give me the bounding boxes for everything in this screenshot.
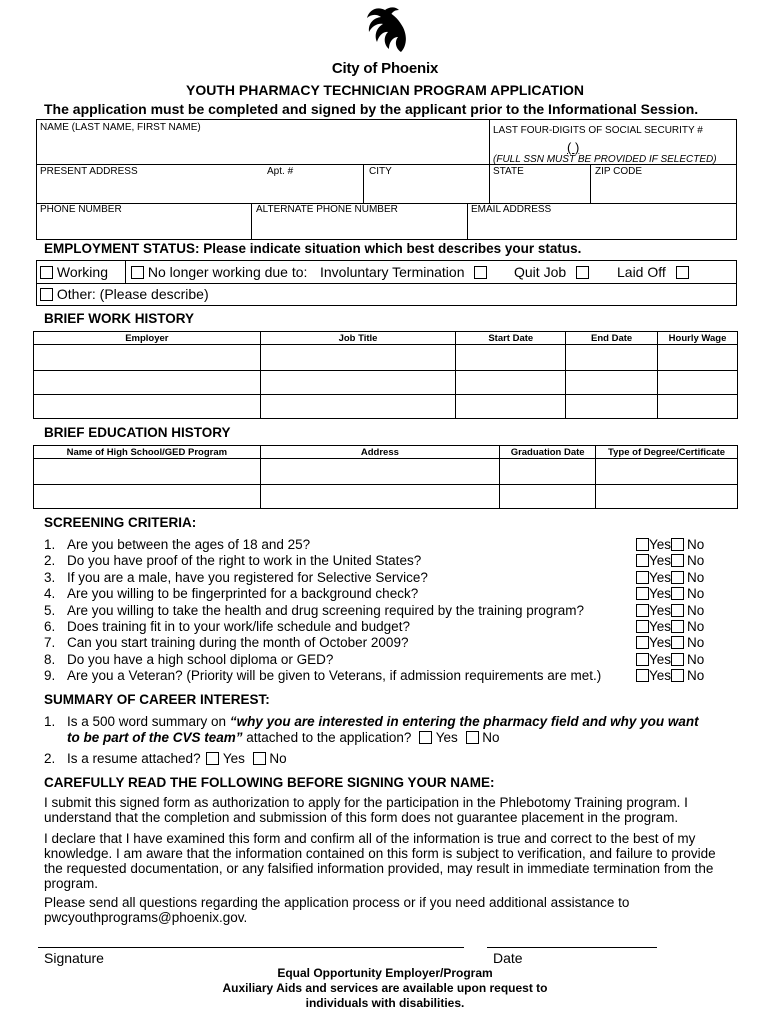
no-label: No bbox=[687, 586, 705, 601]
summary-q1-emphasis-2: to be part of the CVS team bbox=[67, 730, 236, 745]
yes-no-group bbox=[636, 537, 704, 552]
table-row bbox=[34, 395, 738, 419]
declaration-paragraph-2: I declare that I have examined this form and confirm all of the information is true and correct to the best of my knowledge. I am aware that the information contained on this form is subject to verification, and failure to provide the requested documentation, or any falsified information provided, may result in immediate termination from the program. bbox=[44, 831, 716, 891]
q-number: 8. bbox=[44, 652, 56, 667]
yes-checkbox[interactable] bbox=[636, 538, 649, 551]
yes-label: Yes bbox=[649, 652, 672, 667]
q-text: Can you start training during the month of October 2009? bbox=[67, 635, 409, 650]
signature-label: Signature bbox=[44, 950, 104, 966]
table-cell[interactable] bbox=[34, 345, 261, 371]
date-label: Date bbox=[493, 950, 523, 966]
yes-label: Yes bbox=[649, 668, 672, 683]
city-label: CITY bbox=[369, 166, 392, 177]
yes-no-group bbox=[636, 635, 704, 650]
col-hourly-wage: Hourly Wage bbox=[658, 332, 738, 345]
city-name: City of Phoenix bbox=[331, 60, 439, 77]
alt-phone-field[interactable] bbox=[252, 204, 467, 239]
other-checkbox[interactable] bbox=[40, 288, 53, 301]
phoenix-bird-icon bbox=[355, 4, 415, 58]
summary-attached-no-checkbox[interactable] bbox=[466, 731, 479, 744]
apt-label: Apt. # bbox=[267, 166, 294, 177]
city-field[interactable] bbox=[364, 165, 489, 203]
no-checkbox[interactable] bbox=[671, 538, 684, 551]
summary-q1-text-post: attached to the application? bbox=[242, 730, 412, 745]
declaration-heading: CAREFULLY READ THE FOLLOWING BEFORE SIGNING YOUR NAME: bbox=[44, 775, 495, 790]
no-label: No bbox=[269, 751, 287, 766]
yes-no-group bbox=[636, 603, 704, 618]
working-label: Working bbox=[56, 264, 108, 280]
personal-info-box bbox=[36, 119, 737, 240]
screening-question bbox=[44, 603, 584, 618]
col-employer: Employer bbox=[34, 332, 261, 345]
q-text: Are you a Veteran? (Priority will be given to Veterans, if admission requirements are met.) bbox=[67, 668, 602, 683]
quit-job-label: Quit Job bbox=[514, 264, 567, 280]
resume-yes-checkbox[interactable] bbox=[206, 752, 219, 765]
q-text: Do you have a high school diploma or GED? bbox=[67, 652, 334, 667]
table-cell[interactable] bbox=[658, 345, 738, 371]
quit-job-checkbox[interactable] bbox=[576, 266, 589, 279]
table-cell[interactable] bbox=[34, 459, 261, 485]
yes-no-group bbox=[636, 570, 704, 585]
yes-checkbox[interactable] bbox=[636, 653, 649, 666]
no-checkbox[interactable] bbox=[671, 669, 684, 682]
no-label: No bbox=[687, 553, 705, 568]
yes-label: Yes bbox=[649, 619, 672, 634]
table-cell[interactable] bbox=[456, 345, 566, 371]
summary-q1-close-quote: ” bbox=[235, 730, 243, 745]
no-label: No bbox=[482, 730, 500, 745]
col-degree-type: Type of Degree/Certificate bbox=[596, 446, 738, 459]
table-cell[interactable] bbox=[566, 345, 658, 371]
yes-checkbox[interactable] bbox=[636, 636, 649, 649]
summary-question-1 bbox=[44, 714, 734, 746]
other-label: Other: (Please describe) bbox=[56, 286, 209, 302]
employment-heading: EMPLOYMENT STATUS: Please indicate situation which best describes your status. bbox=[44, 241, 582, 256]
ssn-note: (FULL SSN MUST BE PROVIDED IF SELECTED) bbox=[493, 154, 717, 165]
resume-no-checkbox[interactable] bbox=[253, 752, 266, 765]
zip-field[interactable] bbox=[591, 165, 736, 203]
email-label: EMAIL ADDRESS bbox=[471, 204, 552, 215]
phone-field[interactable] bbox=[37, 204, 251, 239]
yes-label: Yes bbox=[649, 586, 672, 601]
q-number: 1. bbox=[44, 537, 56, 552]
col-start-date: Start Date bbox=[456, 332, 566, 345]
table-cell[interactable] bbox=[596, 459, 738, 485]
col-graduation-date: Graduation Date bbox=[500, 446, 596, 459]
screening-question bbox=[44, 570, 428, 585]
no-checkbox[interactable] bbox=[671, 571, 684, 584]
table-row bbox=[34, 371, 738, 395]
q-number: 2. bbox=[44, 751, 56, 766]
table-cell[interactable] bbox=[260, 345, 456, 371]
table-cell[interactable] bbox=[260, 371, 456, 395]
yes-checkbox[interactable] bbox=[636, 554, 649, 567]
signature-line[interactable] bbox=[38, 947, 464, 948]
zip-label: ZIP CODE bbox=[595, 166, 643, 177]
q-number: 5. bbox=[44, 603, 56, 618]
footer-aux-aids: Auxiliary Aids and services are available upon request to bbox=[222, 981, 548, 995]
ssn-label: LAST FOUR-DIGITS OF SOCIAL SECURITY # bbox=[493, 125, 703, 136]
work-history-table bbox=[33, 331, 738, 419]
screening-question bbox=[44, 586, 418, 601]
q-number: 6. bbox=[44, 619, 56, 634]
form-subtitle: The application must be completed and signed by the applicant prior to the Informational Session. bbox=[44, 101, 699, 117]
yes-label: Yes bbox=[649, 537, 672, 552]
yes-label: Yes bbox=[649, 603, 672, 618]
yes-label: Yes bbox=[649, 570, 672, 585]
yes-label: Yes bbox=[222, 751, 245, 766]
yes-no-group bbox=[636, 619, 704, 634]
q-text: Are you between the ages of 18 and 25? bbox=[67, 537, 311, 552]
no-checkbox[interactable] bbox=[671, 636, 684, 649]
no-checkbox[interactable] bbox=[671, 604, 684, 617]
no-checkbox[interactable] bbox=[671, 653, 684, 666]
yes-no-group bbox=[636, 668, 704, 683]
no-checkbox[interactable] bbox=[671, 587, 684, 600]
table-cell[interactable] bbox=[658, 371, 738, 395]
name-field[interactable] bbox=[37, 120, 489, 164]
table-cell[interactable] bbox=[566, 395, 658, 419]
col-address: Address bbox=[260, 446, 500, 459]
table-cell[interactable] bbox=[456, 395, 566, 419]
q-number: 1. bbox=[44, 714, 56, 729]
alt-phone-label: ALTERNATE PHONE NUMBER bbox=[256, 204, 398, 215]
summary-q1-text: Is a 500 word summary on bbox=[67, 714, 230, 729]
email-field[interactable] bbox=[468, 204, 736, 239]
screening-question bbox=[44, 652, 333, 667]
education-history-heading: BRIEF EDUCATION HISTORY bbox=[44, 425, 231, 440]
table-cell[interactable] bbox=[596, 485, 738, 509]
screening-question bbox=[44, 537, 310, 552]
summary-q1-open-quote: “ bbox=[229, 714, 237, 729]
state-label: STATE bbox=[493, 166, 524, 177]
q-number: 9. bbox=[44, 668, 56, 683]
yes-no-group bbox=[636, 586, 704, 601]
state-field[interactable] bbox=[490, 165, 590, 203]
laid-off-checkbox[interactable] bbox=[676, 266, 689, 279]
table-cell[interactable] bbox=[260, 485, 500, 509]
no-longer-working-label: No longer working due to: bbox=[147, 264, 308, 280]
declaration-paragraph-1: I submit this signed form as authorization to apply for the participation in the Phlebotomy Training program. I understand that the completion and submission of this form does not guarantee placement in the program. bbox=[44, 795, 688, 825]
date-line[interactable] bbox=[487, 947, 657, 948]
education-history-table bbox=[33, 445, 738, 509]
name-label: NAME (LAST NAME, FIRST NAME) bbox=[40, 122, 201, 133]
no-label: No bbox=[687, 603, 705, 618]
involuntary-label: Involuntary Termination bbox=[320, 264, 465, 280]
yes-checkbox[interactable] bbox=[636, 604, 649, 617]
no-label: No bbox=[687, 619, 705, 634]
address-field[interactable] bbox=[37, 165, 363, 203]
form-title: YOUTH PHARMACY TECHNICIAN PROGRAM APPLICATION bbox=[186, 82, 584, 98]
no-label: No bbox=[687, 570, 705, 585]
footer-eoe: Equal Opportunity Employer/Program bbox=[277, 966, 493, 980]
no-label: No bbox=[687, 537, 705, 552]
yes-checkbox[interactable] bbox=[636, 587, 649, 600]
yes-checkbox[interactable] bbox=[636, 620, 649, 633]
table-row bbox=[34, 485, 738, 509]
involuntary-checkbox[interactable] bbox=[474, 266, 487, 279]
yes-checkbox[interactable] bbox=[636, 669, 649, 682]
screening-question bbox=[44, 619, 410, 634]
q-text: Are you willing to be fingerprinted for a background check? bbox=[67, 586, 419, 601]
table-cell[interactable] bbox=[34, 371, 261, 395]
no-checkbox[interactable] bbox=[671, 620, 684, 633]
table-cell[interactable] bbox=[658, 395, 738, 419]
table-cell[interactable] bbox=[260, 395, 456, 419]
q-number: 7. bbox=[44, 635, 56, 650]
screening-heading: SCREENING CRITERIA: bbox=[44, 515, 197, 530]
summary-q1-emphasis-1: why you are interested in entering the pharmacy field and why you want bbox=[236, 714, 699, 729]
screening-question bbox=[44, 668, 601, 683]
yes-label: Yes bbox=[435, 730, 458, 745]
summary-attached-yes-checkbox[interactable] bbox=[419, 731, 432, 744]
q-text: Does training fit in to your work/life schedule and budget? bbox=[67, 619, 410, 634]
table-cell[interactable] bbox=[500, 459, 596, 485]
yes-label: Yes bbox=[649, 635, 672, 650]
table-cell[interactable] bbox=[566, 371, 658, 395]
q-text: If you are a male, have you registered for Selective Service? bbox=[67, 570, 428, 585]
summary-heading: SUMMARY OF CAREER INTEREST: bbox=[44, 692, 270, 707]
laid-off-label: Laid Off bbox=[617, 264, 666, 280]
working-checkbox[interactable] bbox=[40, 266, 53, 279]
address-label: PRESENT ADDRESS bbox=[40, 166, 138, 177]
ssn-field[interactable]: ( ) bbox=[567, 140, 580, 155]
table-row bbox=[34, 345, 738, 371]
yes-checkbox[interactable] bbox=[636, 571, 649, 584]
no-label: No bbox=[687, 635, 705, 650]
q-number: 3. bbox=[44, 570, 56, 585]
q-text: Are you willing to take the health and drug screening required by the training program? bbox=[67, 603, 585, 618]
table-cell[interactable] bbox=[260, 459, 500, 485]
table-cell[interactable] bbox=[500, 485, 596, 509]
table-cell[interactable] bbox=[34, 485, 261, 509]
city-logo bbox=[0, 4, 770, 77]
declaration-paragraph-3: Please send all questions regarding the application process or if you need additional assistance to pwcyouthprograms@phoenix.gov. bbox=[44, 895, 630, 925]
no-longer-working-checkbox[interactable] bbox=[131, 266, 144, 279]
yes-no-group bbox=[636, 652, 704, 667]
summary-question-2 bbox=[44, 751, 734, 766]
yes-no-group bbox=[636, 553, 704, 568]
work-history-heading: BRIEF WORK HISTORY bbox=[44, 311, 195, 326]
resume-question-text: Is a resume attached? bbox=[67, 751, 201, 766]
phone-label: PHONE NUMBER bbox=[40, 204, 122, 215]
col-school-name: Name of High School/GED Program bbox=[34, 446, 261, 459]
no-checkbox[interactable] bbox=[671, 554, 684, 567]
footer-disabilities: individuals with disabilities. bbox=[305, 996, 465, 1010]
q-number: 4. bbox=[44, 586, 56, 601]
no-label: No bbox=[687, 652, 705, 667]
table-row bbox=[34, 459, 738, 485]
yes-label: Yes bbox=[649, 553, 672, 568]
no-label: No bbox=[687, 668, 705, 683]
screening-question bbox=[44, 553, 421, 568]
table-cell[interactable] bbox=[456, 371, 566, 395]
table-cell[interactable] bbox=[34, 395, 261, 419]
q-number: 2. bbox=[44, 553, 56, 568]
col-job-title: Job Title bbox=[260, 332, 456, 345]
col-end-date: End Date bbox=[566, 332, 658, 345]
q-text: Do you have proof of the right to work in the United States? bbox=[67, 553, 422, 568]
screening-question bbox=[44, 635, 408, 650]
